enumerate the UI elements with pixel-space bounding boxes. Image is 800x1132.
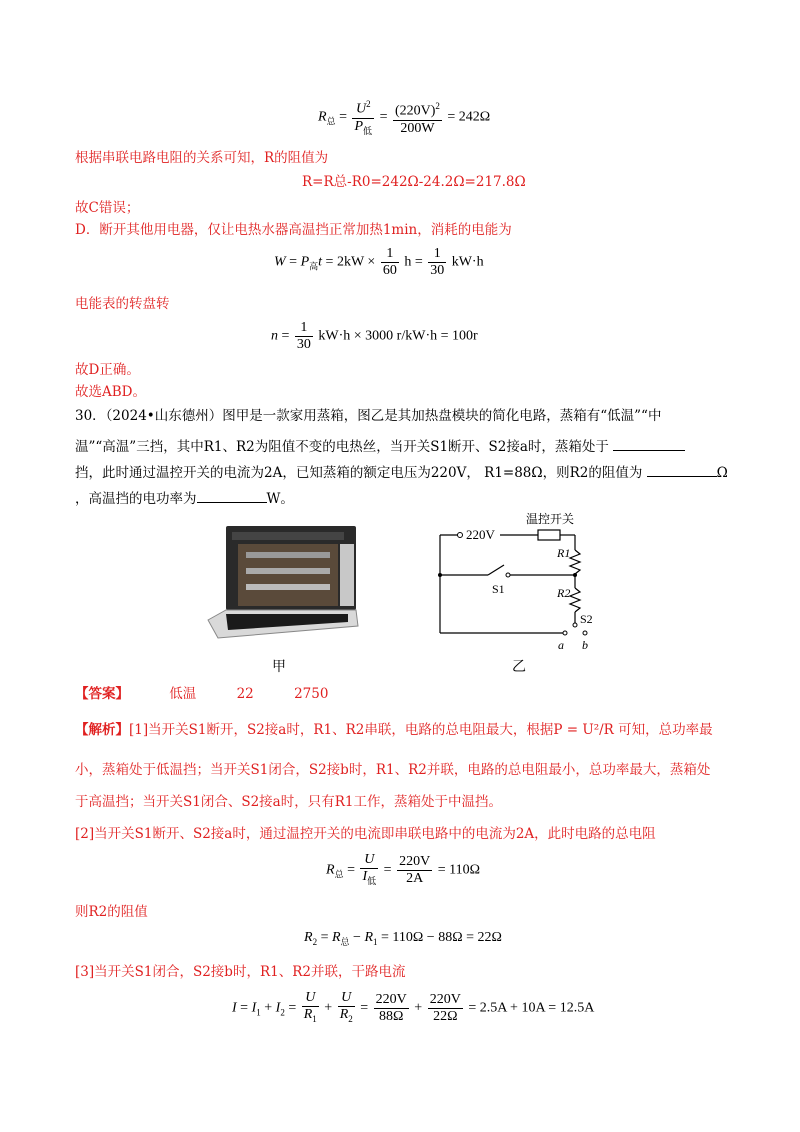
s2-label: S2 bbox=[580, 612, 593, 626]
q30-line3: 挡，此时通过温控开关的电流为2A，已知蒸箱的额定电压为220V， R1=88Ω，则R2的阻值为 Ω bbox=[75, 462, 728, 483]
steam-oven-image bbox=[198, 522, 368, 640]
choose-text: 故选ABD。 bbox=[75, 384, 146, 400]
meter-text: 电能表的转盘转 bbox=[75, 296, 170, 312]
answer-row: 【答案】 低温 22 2750 bbox=[75, 686, 329, 702]
analysis-line3: 于高温挡；当开关S1闭合、S2接a时，只有R1工作，蒸箱处于中温挡。 bbox=[75, 794, 502, 810]
terminal-a-label: a bbox=[558, 638, 564, 652]
figure-yi-caption: 乙 bbox=[512, 659, 526, 675]
circuit-diagram bbox=[430, 505, 620, 655]
analysis-line4: [2]当开关S1断开、S2接a时，通过温控开关的电流即串联电路中的电流为2A，此时电路的总电阻 bbox=[75, 826, 656, 842]
q30-line1: 30．（2024•山东德州）图甲是一款家用蒸箱，图乙是其加热盘模块的简化电路，蒸箱有“低温”“中 bbox=[75, 408, 662, 424]
formula-energy: $W = P_高t = 2kW$ × $\frac{1}{60}$ h = $\frac{1}{30}$ kW·h bbox=[274, 246, 484, 278]
q30-line2: 温”“高温”三挡，其中R1、R2为阻值不变的电热丝，当开关S1断开、S2接a时，蒸箱处于 bbox=[75, 436, 685, 457]
analysis-line5: [3]当开关S1闭合，S2接b时，R1、R2并联，干路电流 bbox=[75, 964, 406, 980]
r1-label: R1 bbox=[557, 546, 571, 560]
c-wrong-text: 故C错误； bbox=[75, 200, 140, 216]
option-d-text: D．断开其他用电器，仅让电热水器高温挡正常加热1min，消耗的电能为 bbox=[75, 222, 512, 238]
analysis-line1: 【解析】[1]当开关S1断开，S2接a时，R1、R2串联，电路的总电阻最大，根据P = U²/R 可知，总功率最 bbox=[75, 722, 713, 738]
formula-r2: $R_2 = R_总 - R_1 = 110\Omega - 88\Omega = 22\Omega$ bbox=[304, 930, 502, 947]
voltage-label: 220V bbox=[466, 527, 495, 542]
r-value-text: R=R总-R0=242Ω-24.2Ω=217.8Ω bbox=[302, 174, 526, 190]
formula-turns: n = $\frac{1}{30}$ kW·h × 3000 r/kW·h = 100r bbox=[271, 320, 478, 352]
terminal-b-label: b bbox=[582, 638, 588, 652]
q30-line4: ，高温挡的电功率为 W。 bbox=[75, 488, 294, 509]
figure-jia-caption: 甲 bbox=[272, 659, 286, 675]
formula-r-total: $R_总$ = $\frac{U}{I_低}$ = $\frac{220V}{2A}$ = 110Ω bbox=[326, 852, 480, 886]
then-r2-text: 则R2的阻值 bbox=[75, 904, 148, 920]
d-right-text: 故D正确。 bbox=[75, 362, 140, 378]
s1-label: S1 bbox=[492, 582, 505, 596]
r2-label: R2 bbox=[557, 586, 571, 600]
formula-current: $I = I_1 + I_2$ = $\frac{U}{R_1}$ + $\frac{U}{R_2}$ = $\frac{220V}{88\Omega}$ + $\frac{220V}{22\Omega}$ = 2.5A + 10A = 12.5A bbox=[232, 990, 595, 1024]
formula-total-resistance: $R_总$ = $\frac{U^2}{P_低}$ = $\frac{(220V)^2}{200W}$ = 242Ω bbox=[318, 96, 490, 138]
switch-label: 温控开关 bbox=[526, 512, 575, 526]
analysis-line2: 小，蒸箱处于低温挡；当开关S1闭合，S2接b时，R1、R2并联，电路的总电阻最小，总功率最大，蒸箱处 bbox=[75, 762, 711, 778]
series-relation-text: 根据串联电路电阻的关系可知，R的阻值为 bbox=[75, 150, 329, 166]
